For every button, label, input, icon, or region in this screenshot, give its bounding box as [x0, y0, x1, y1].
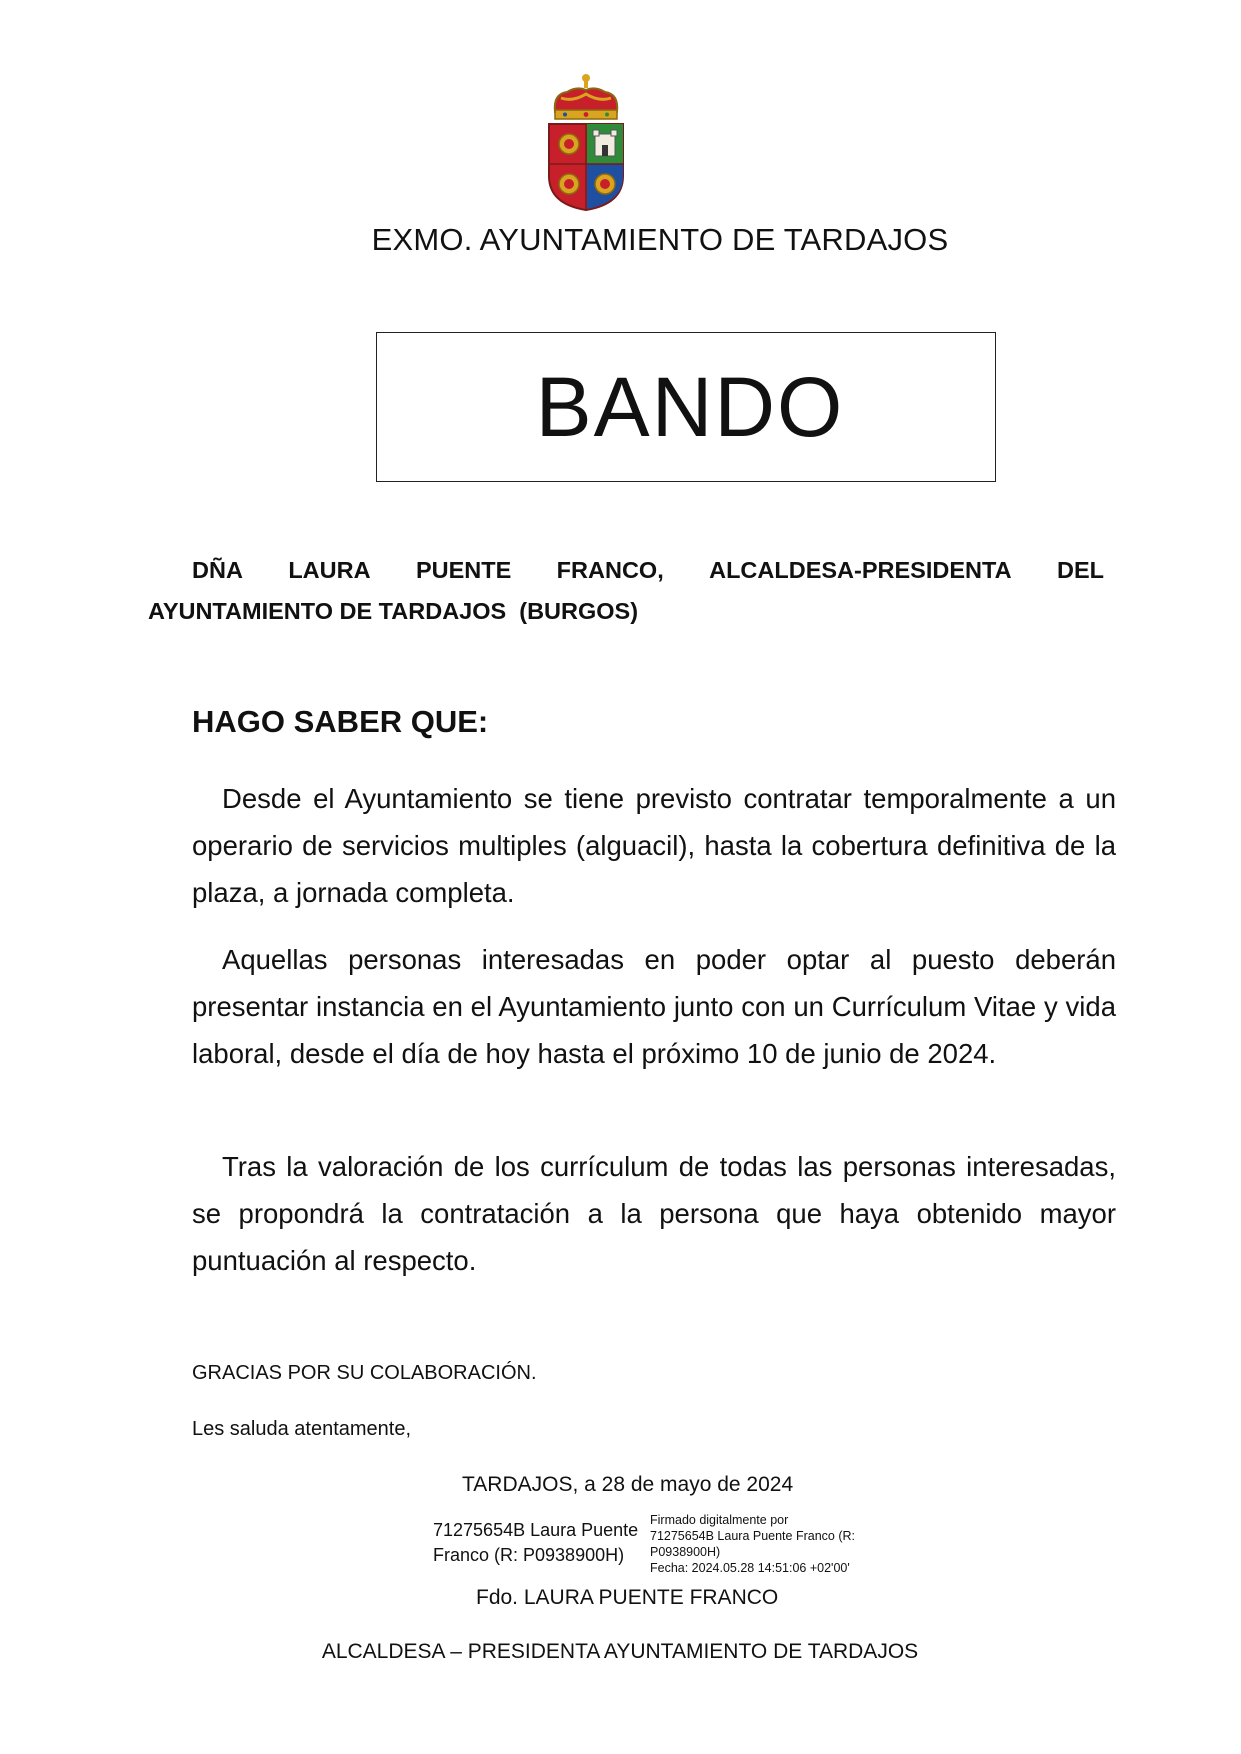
signer-line: Franco (R: P0938900H) — [433, 1545, 625, 1565]
bando-title: BANDO — [535, 359, 845, 454]
header-title: EXMO. AYUNTAMIENTO DE TARDAJOS — [371, 222, 949, 257]
official-heading — [148, 550, 1104, 632]
bando-title-box — [376, 332, 996, 482]
official-word: DÑA — [192, 557, 243, 583]
official-word: LAURA — [288, 557, 371, 583]
official-line-2: AYUNTAMIENTO DE TARDAJOS (BURGOS) — [148, 598, 639, 624]
digital-signature-details — [650, 1512, 870, 1576]
body-paragraph-1: Desde el Ayuntamiento se tiene previsto contratar temporalmente a un operario de servicios multiples (alguacil), hasta la cobertura definitiva de la plaza, a jornada completa. — [192, 783, 1116, 908]
signer-line: 71275654B Laura Puente — [433, 1520, 639, 1540]
digital-signer — [433, 1518, 648, 1568]
signature-detail-line: 71275654B Laura Puente Franco (R: — [650, 1529, 855, 1543]
signature-detail-line: Fecha: 2024.05.28 14:51:06 +02'00' — [650, 1561, 850, 1575]
signature-detail-line: Firmado digitalmente por — [650, 1513, 789, 1527]
signer-role: ALCALDESA – PRESIDENTA AYUNTAMIENTO DE TARDAJOS — [321, 1640, 919, 1663]
official-word: FRANCO, — [556, 557, 664, 583]
thanks-text: GRACIAS POR SU COLABORACIÓN. — [192, 1362, 537, 1384]
official-line-1 — [148, 550, 1104, 591]
signature-detail-line: P0938900H) — [650, 1545, 721, 1559]
greeting-text: Les saluda atentamente, — [192, 1418, 412, 1440]
official-word: ALCALDESA-PRESIDENTA — [709, 557, 1012, 583]
official-word: DEL — [1056, 557, 1104, 583]
place-date: TARDAJOS, a 28 de mayo de 2024 — [462, 1473, 794, 1496]
official-word: PUENTE — [415, 557, 512, 583]
body-paragraph-3: Tras la valoración de los currículum de todas las personas interesadas, se propondrá la contratación a la persona que haya obtenido mayor puntuación al respecto. — [192, 1151, 1116, 1276]
body-paragraph-2: Aquellas personas interesadas en poder optar al puesto deberán presentar instancia en el Ayuntamiento junto con un Currículum Vitae y vida laboral, desde el día de hoy hasta el próximo 10 de junio de 2024. — [192, 944, 1116, 1069]
coat-of-arms-icon — [543, 72, 629, 212]
signed-by: Fdo. LAURA PUENTE FRANCO — [476, 1586, 779, 1609]
section-heading: HAGO SABER QUE: — [192, 704, 489, 739]
